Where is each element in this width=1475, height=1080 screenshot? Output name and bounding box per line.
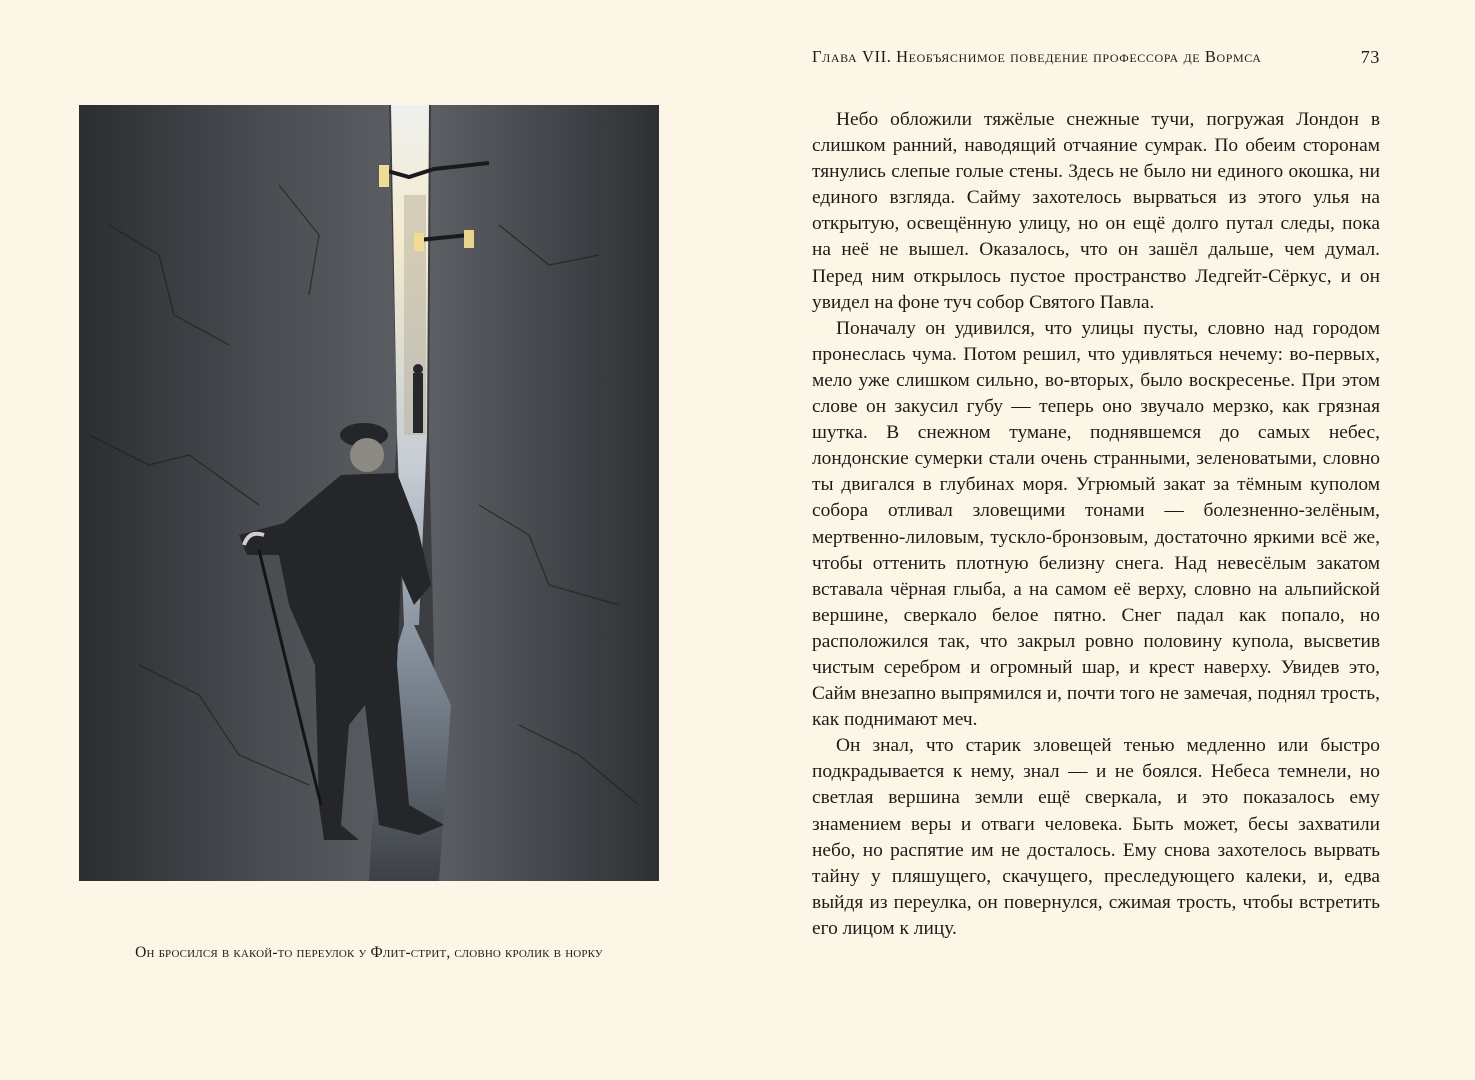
paragraph: Небо обложили тяжёлые снежные тучи, погружая Лондон в слишком ранний, наводящий отчаяние сумрак. По обеим сторонам тянулись слепые голые стены. Здесь не было ни единого окошка, ни единого взгляда. Сайму захотелось вырваться из этого улья на открытую, освещённую улицу, но он ещё долго путал следы, пока на неё не вышел. Оказалось, что он зашёл дальше, чем думал. Перед ним открылось пустое пространство Ледгейт-Сёркус, и он увидел на фоне туч собор Святого Павла. [812, 109, 1380, 313]
illustration-caption: Он бросился в какой-то переулок у Флит-стрит, словно кролик в норку [135, 944, 603, 961]
running-head [812, 44, 1380, 70]
chapter-title: Глава VII. Необъяснимое поведение профессора де Вормса [812, 47, 1262, 66]
alley-painting [79, 105, 659, 881]
paragraph: Он знал, что старик зловещей тенью медленно или быстро подкрадывается к нему, знал — и не боялся. Небеса темнели, но светлая вершина земли ещё сверкала, и это показалось ему знамением веры и отваги человека. Быть может, бесы захватили небо, но распятие им не досталось. Ему снова захотелось вырвать тайну у пляшущего, скачущего, преследующего калеки, и, едва выйдя из переулка, он повернулся, сжимая трость, чтобы встретить его лицом к лицу. [812, 735, 1380, 939]
alley-illustration [79, 105, 659, 881]
page-number: 73 [1360, 47, 1380, 67]
paragraph: Поначалу он удивился, что улицы пусты, словно над городом пронеслась чума. Потом решил, что удивляться нечему: во-первых, мело уже слишком сильно, во-вторых, было воскресенье. При этом слове он закусил губу — теперь оно звучало мерзко, как грязная шутка. В снежном тумане, поднявшемся до самых небес, лондонские сумерки стали очень странными, зеленоватыми, словно ты двигался в глубинах моря. Угрюмый закат за тёмным куполом собора отливал зловещими тонами — болезненно-зелёным, мертвенно-лиловым, тускло-бронзовым, достаточно яркими всё же, чтобы оттенить плотную белизну снега. Над невесёлым закатом вставала чёрная глыба, а на самом её верху, словно на альпийской вершине, сверкало белое пятно. Снег падал как попало, но расположился так, что закрыл ровно половину купола, высветив чистым серебром и огромный шар, и крест наверху. Увидев это, Сайм внезапно выпрямился и, почти того не замечая, поднял трость, как поднимают меч. [812, 317, 1380, 731]
body-text [812, 107, 1380, 942]
left-page [0, 0, 737, 1080]
